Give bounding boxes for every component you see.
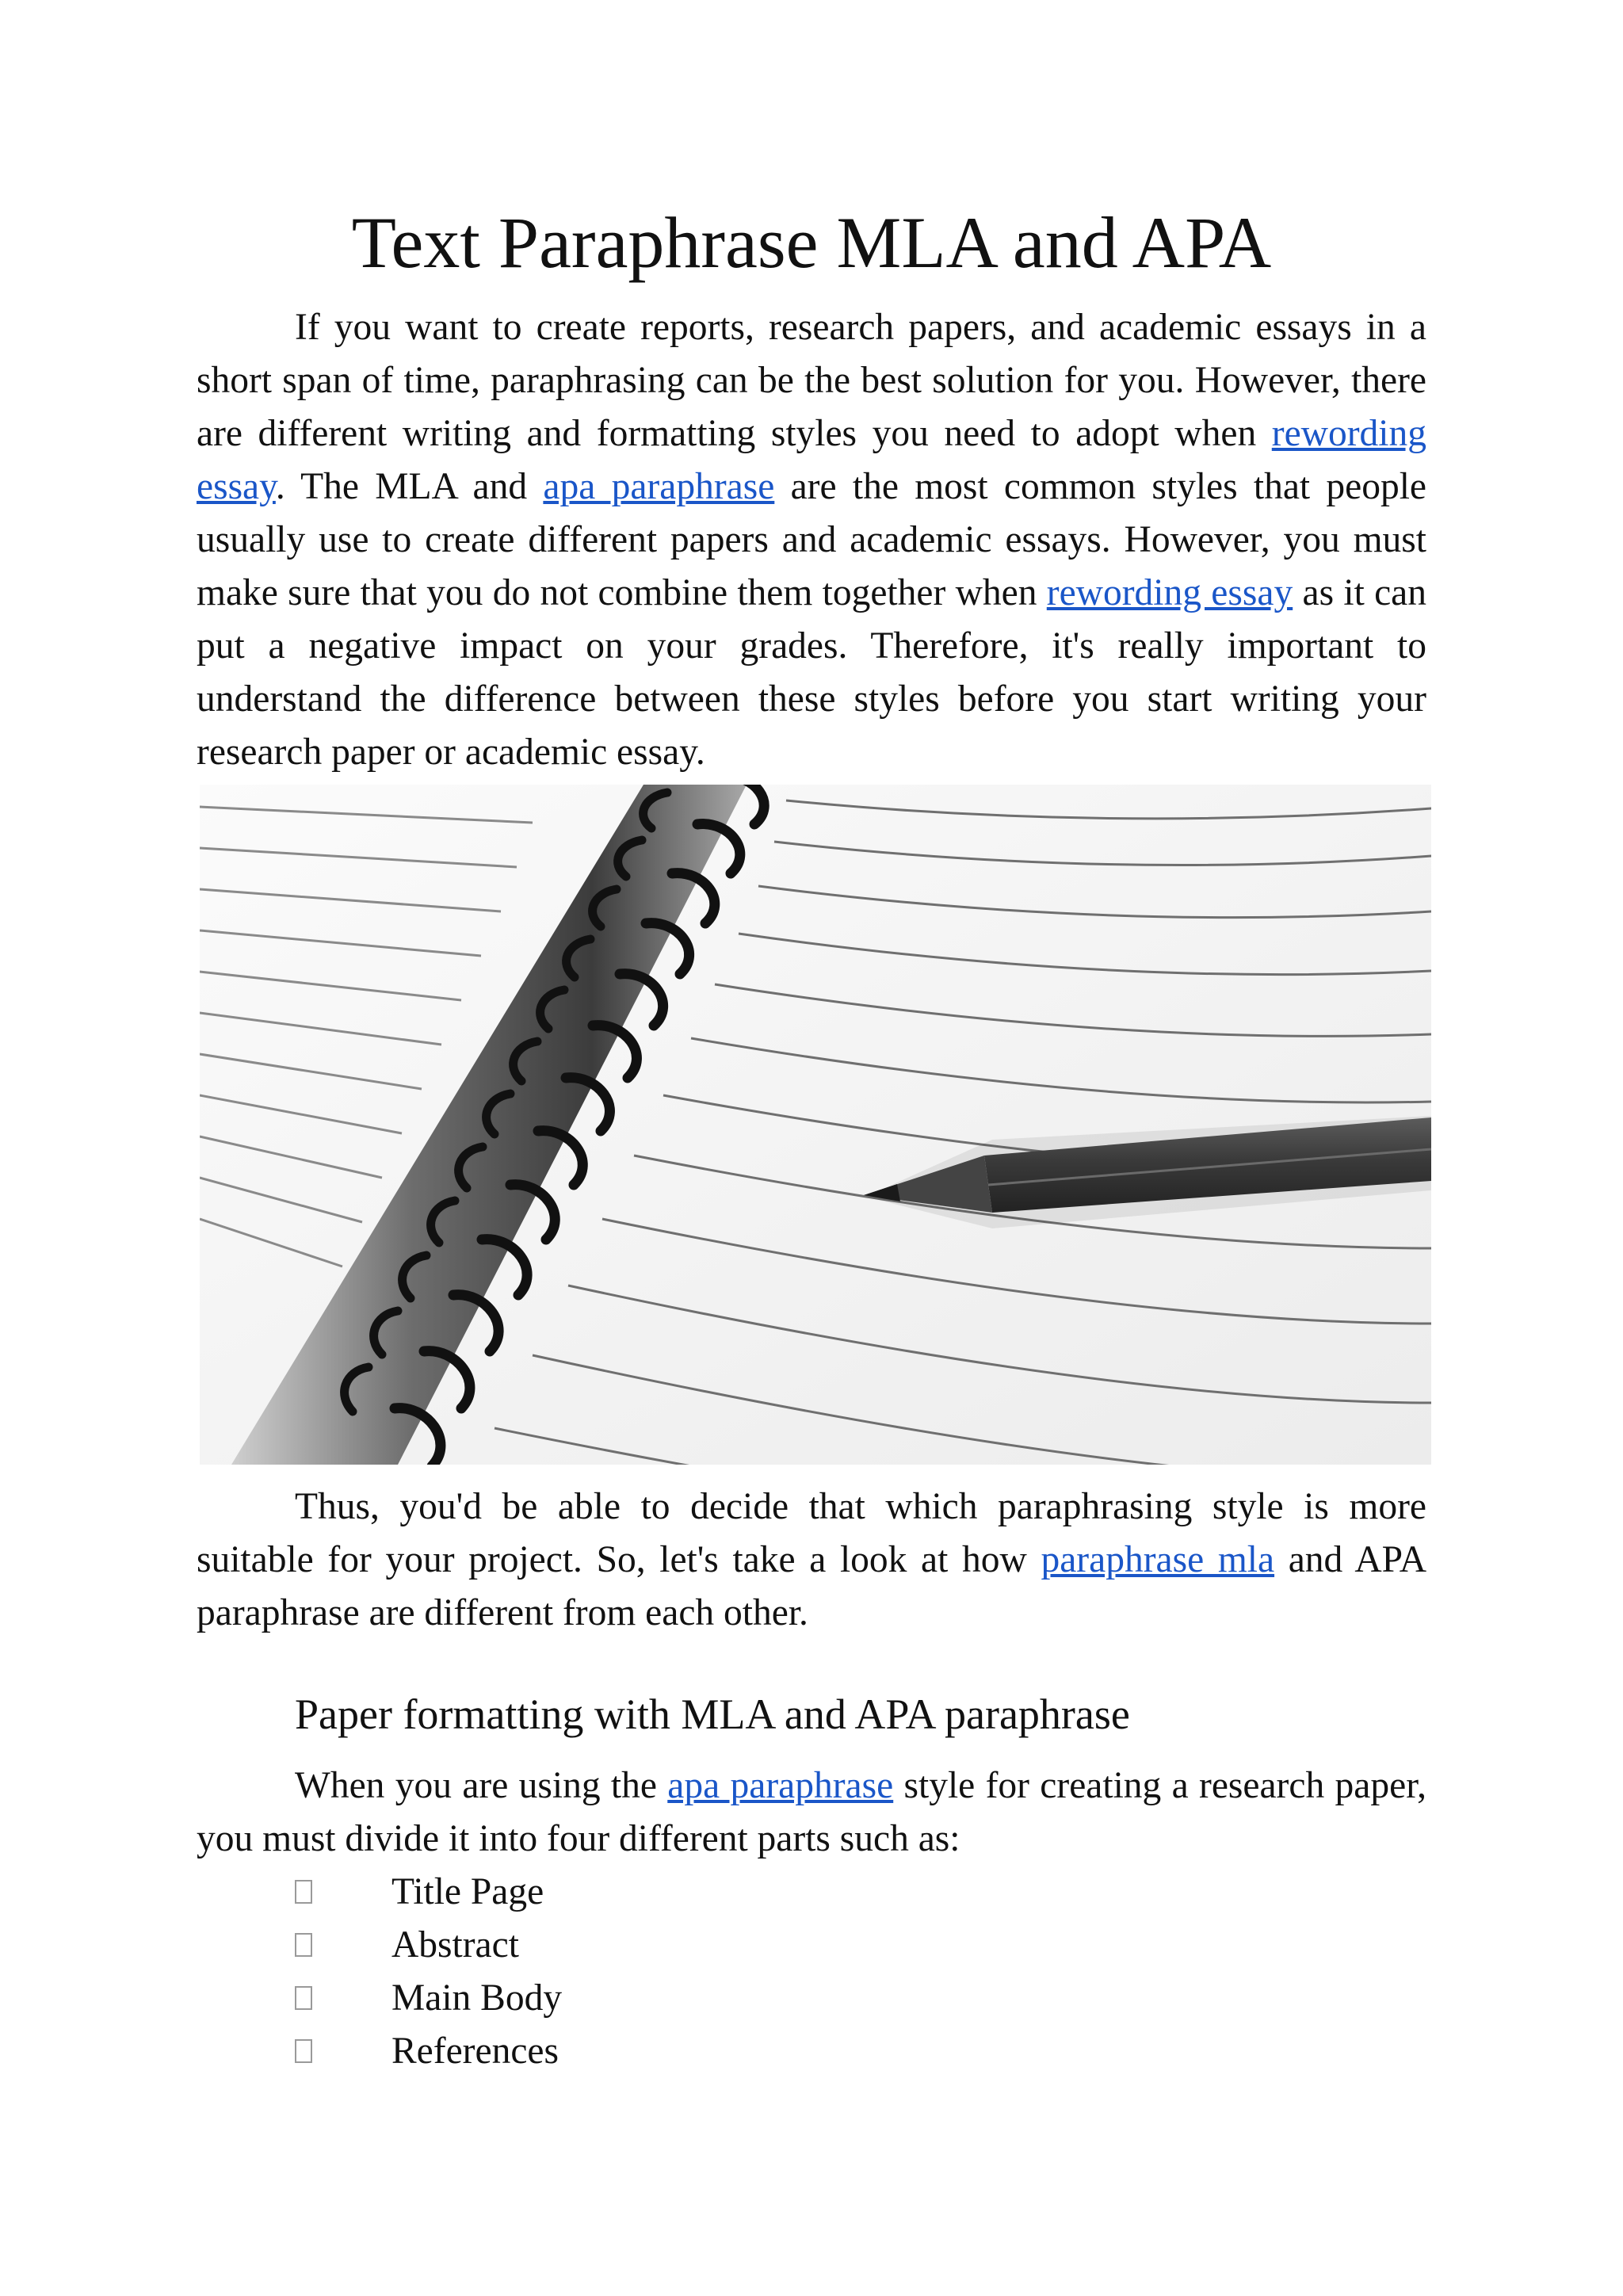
intro-text-4: as it can put a negative impact on your grades. Therefore, it's really important to understand the difference between these styles before you start writing your research paper or academic essay. — [197, 572, 1426, 773]
page-title: Text Paraphrase MLA and APA — [351, 202, 1272, 283]
list-item — [295, 1971, 562, 2024]
followup-text-1: Thus, you'd be able to decide that which paraphrasing style is more suitable for your project. So, let's take a look at how — [197, 1486, 1426, 1580]
section-heading: Paper formatting with MLA and APA paraphrase — [295, 1690, 1130, 1738]
list-item — [295, 1918, 562, 1971]
paraphrase-mla-link[interactable]: paraphrase mla — [1041, 1539, 1275, 1580]
followup-text-2: and APA paraphrase are different from each other. — [197, 1539, 1426, 1633]
apa-paraphrase-link-2[interactable]: apa paraphrase — [667, 1765, 894, 1806]
checkbox-icon — [295, 1986, 312, 2010]
checkbox-icon — [295, 2039, 312, 2063]
section-text-2: style for creating a research paper, you must divide it into four different parts such as: — [197, 1765, 1426, 1859]
list-item — [295, 2024, 562, 2077]
section-paragraph — [197, 1759, 1426, 1866]
intro-text-1: If you want to create reports, research papers, and academic essays in a short span of time, paraphrasing can be the best solution for you. However, there are different writing and formatting styles you need to adopt when — [197, 307, 1426, 454]
list-item-label: Main Body — [391, 1977, 563, 2019]
followup-paragraph — [197, 1480, 1426, 1640]
checkbox-icon — [295, 1933, 312, 1957]
list-item-label: Abstract — [391, 1924, 519, 1966]
rewording-essay-link-2[interactable]: rewording essay — [1046, 572, 1293, 613]
list-item — [295, 1865, 562, 1918]
apa-parts-list — [295, 1865, 562, 2077]
rewording-essay-link[interactable]: rewording essay — [197, 413, 1426, 507]
apa-paraphrase-link[interactable]: apa paraphrase — [543, 466, 775, 507]
checkbox-icon — [295, 1880, 312, 1904]
intro-text-2: . The MLA and — [275, 466, 544, 507]
list-item-label: Title Page — [391, 1870, 544, 1912]
intro-paragraph — [197, 301, 1426, 779]
notebook-pencil-illustration — [200, 785, 1431, 1465]
section-text-1: When you are using the — [295, 1765, 668, 1806]
list-item-label: References — [391, 2030, 559, 2072]
notebook-image — [200, 785, 1431, 1465]
intro-text-3: are the most common styles that people usually use to create different papers and academic essays. However, you must make sure that you do not combine them together when — [197, 466, 1427, 613]
